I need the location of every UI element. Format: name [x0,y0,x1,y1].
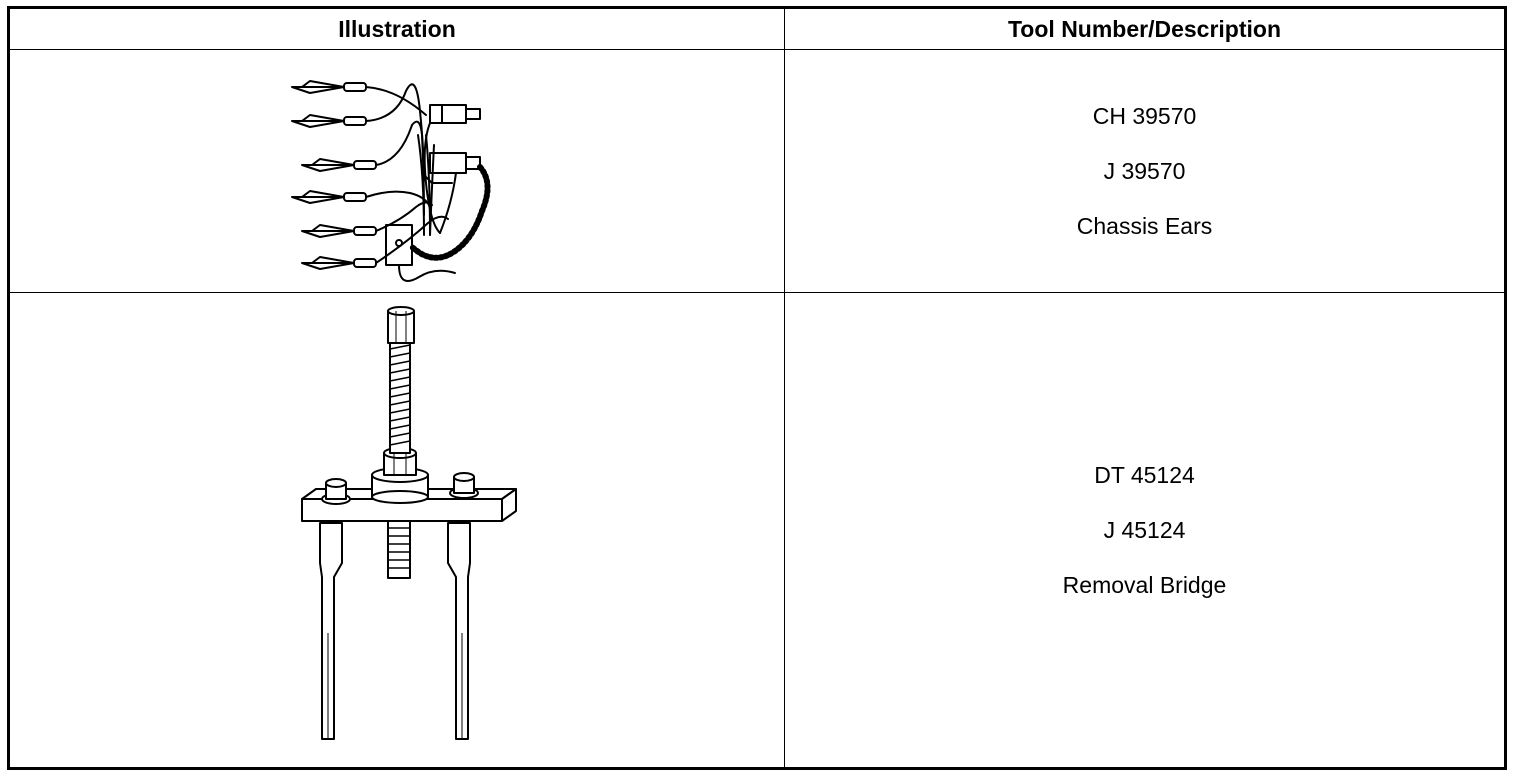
bolt-icon [450,473,478,498]
table-row [10,50,1504,293]
bolt-icon [322,479,350,504]
tool-description-cell [785,293,1504,767]
header-tool-description: Tool Number/Description [1007,15,1282,42]
chassis-ears-illustration [280,75,520,285]
hex-head-icon [388,307,414,343]
tool-description: Removal Bridge [1062,571,1227,598]
clip-icon [302,217,448,269]
illustration-cell [10,293,785,767]
leg-icon [448,523,470,739]
tool-number: DT 45124 [1094,461,1195,488]
illustration-cell [10,50,785,292]
tool-number-alt: J 45124 [1103,516,1186,543]
tool-number-alt: J 39570 [1103,157,1186,184]
tool-description-cell [785,50,1504,292]
header-row [10,9,1504,50]
tool-number: CH 39570 [1092,102,1197,129]
clip-icon [292,191,430,207]
leg-icon [320,523,342,739]
tool-table [7,6,1507,770]
clip-icon [292,81,426,115]
header-illustration: Illustration [10,9,785,49]
table-row [10,293,1504,767]
removal-bridge-illustration [290,303,520,763]
tool-description: Chassis Ears [1076,212,1213,239]
